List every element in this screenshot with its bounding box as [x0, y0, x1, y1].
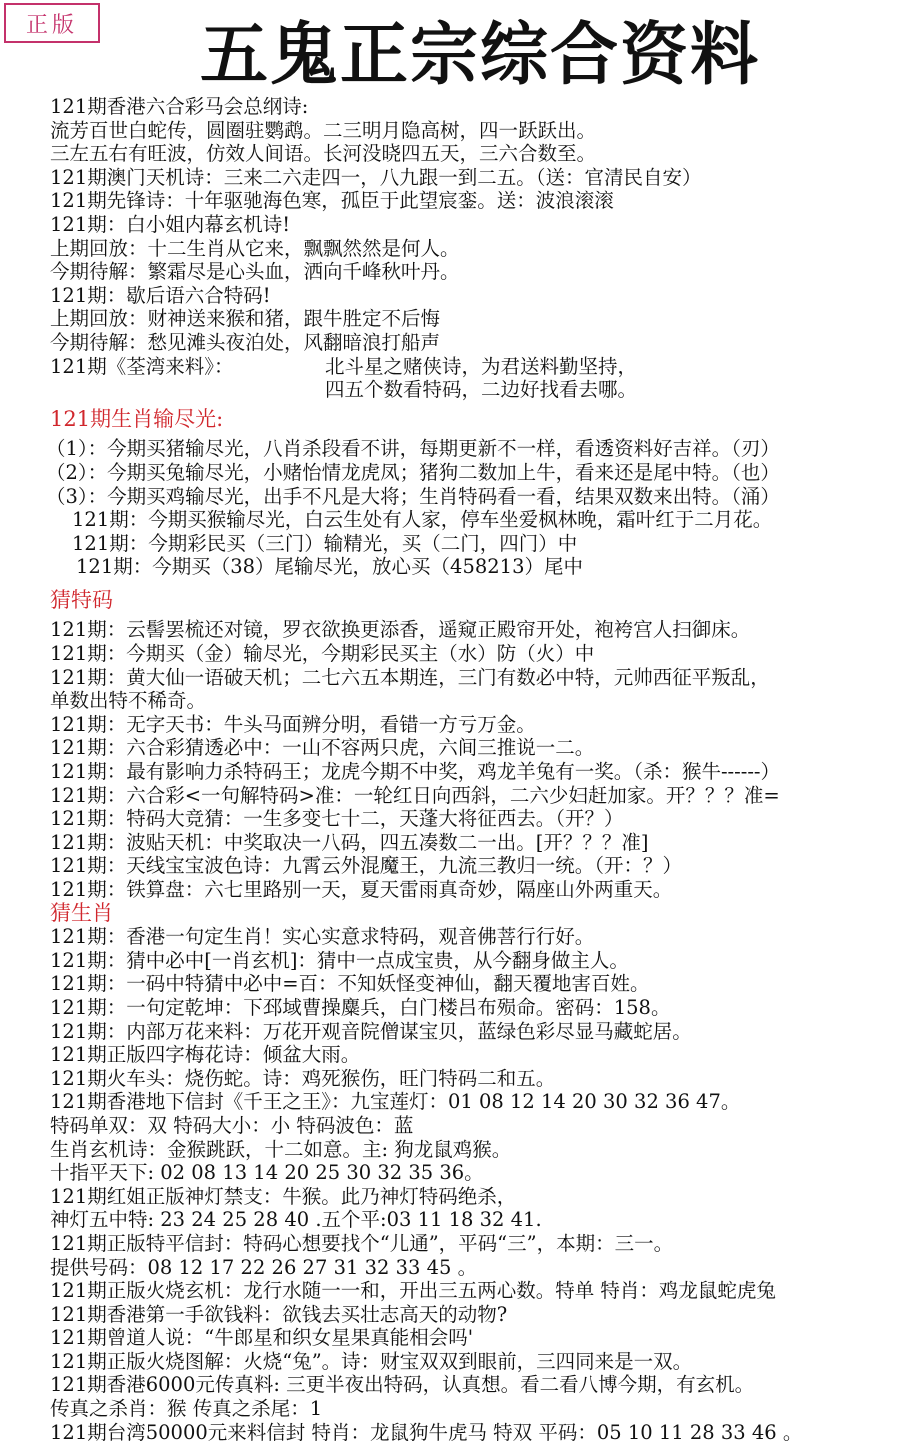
- text-line: 121期：特码大竞猜：一生多变七十二，天蓬大将征西去。（开？）: [50, 807, 624, 831]
- text-line: 121期：天线宝宝波色诗：九霄云外混魔王，九流三教归一统。（开：？）: [50, 854, 682, 878]
- text-line: 单数出特不稀奇。: [50, 689, 207, 713]
- text-line: 121期：黄大仙一语破天机；二七六五本期连，三门有数必中特，元帅西征平叛乱，: [50, 665, 770, 689]
- text-line: 121期：无字天书：牛头马面辨分明，看错一方亏万金。: [50, 712, 536, 736]
- text-line: 上期回放：十二生肖从它来，飘飘然然是何人。: [50, 236, 460, 260]
- text-line: 神灯五中特: 23 24 25 28 40 .五个平:03 11 18 32 41.: [50, 1208, 542, 1232]
- text-line: 121期香港第一手欲钱料：欲钱去买壮志高天的动物?: [50, 1302, 508, 1326]
- zodiac-lose-section: [46, 407, 900, 579]
- genuine-badge: 正版: [4, 3, 100, 43]
- text-line: 121期：今期买（金）输尽光，今期彩民买主（水）防（火）中: [50, 642, 595, 666]
- text-line: 121期香港六合彩马会总纲诗:: [50, 95, 309, 118]
- guess-code-section: [50, 589, 900, 902]
- text-line: 121期：铁算盘：六七里路别一天，夏天雷雨真奇妙，隔座山外两重天。: [50, 878, 673, 901]
- text-line: 121期：六合彩猜透必中：一山不容两只虎，六间三推说一二。: [50, 736, 595, 760]
- text-line: 121期：云髻罢梳还对镜，罗衣欲换更添香，遥窥正殿帘开处，袍袴宫人扫御床。: [50, 618, 751, 642]
- text-line: 121期正版火烧图解：火烧“兔”。诗：财宝双双到眼前，三四同来是一双。: [50, 1349, 693, 1373]
- text-line: 121期澳门天机诗：三来二六走四一，八九跟一到二五。（送：官清民自安）: [50, 165, 702, 189]
- text-line: 特码单双：双 特码大小：小 特码波色：蓝: [50, 1113, 414, 1137]
- text-line: 121期：歇后语六合特码!: [50, 283, 271, 307]
- text-line: 121期火车头：烧伤蛇。诗：鸡死猴伤，旺门特码二和五。: [50, 1066, 556, 1090]
- section-heading: 猜特码: [50, 588, 113, 612]
- text-line: 三左五右有旺波，仿效人间语。长河没晓四五天，三六合数至。: [50, 142, 597, 166]
- quanwan-block: [50, 355, 900, 402]
- text-line: 121期：香港一句定生肖！实心实意求特码，观音佛菩行行好。: [50, 925, 595, 949]
- text-line: 流芳百世白蛇传，圆圈驻鹦鹉。二三明月隐高树，四一跃跃出。: [50, 118, 597, 142]
- text-line: 121期：六合彩<一句解特码>准：一轮红日向西斜，二六少妇赶加家。开？？？准=: [50, 783, 780, 807]
- section-heading: 121期生肖输尽光:: [50, 407, 224, 431]
- text-line: 121期：波贴天机：中奖取决一八码，四五凑数二一出。[开？？？准]: [50, 830, 649, 854]
- text-line: 121期香港6000元传真料: 三更半夜出特码，认真想。看二看八博今期，有玄机。: [50, 1373, 755, 1397]
- section-heading: 猜生肖: [50, 901, 113, 925]
- text-line: 十指平天下: 02 08 13 14 20 25 30 32 35 36。: [50, 1161, 484, 1185]
- text-line: 生肖玄机诗：金猴跳跃，十二如意。主: 狗龙鼠鸡猴。: [50, 1137, 512, 1161]
- text-line: 121期：白小姐内幕玄机诗!: [50, 212, 291, 236]
- text-line: 121期：一句定乾坤：下邳域曹操麋兵，白门楼吕布殒命。密码：158。: [50, 995, 671, 1019]
- quanwan-verse-line: 北斗星之赌侠诗，为君送料勤坚持，: [325, 354, 638, 378]
- text-line: 121期：今期买（38）尾输尽光，放心买（458213）尾中: [76, 555, 583, 579]
- text-line: （3）：今期买鸡输尽光，出手不凡是大将；生肖特码看一看，结果双数来出特。（涌）: [46, 484, 780, 508]
- text-line: 121期香港地下信封《千王之王》：九宝莲灯：01 08 12 14 20 30 32 36 47。: [50, 1090, 741, 1114]
- text-line: 今期待解：愁见滩头夜泊处，风翻暗浪打船声: [50, 330, 441, 354]
- text-line: 121期正版火烧玄机：龙行水随一一和，开出三五两心数。特单 特肖：鸡龙鼠蛇虎兔: [50, 1279, 776, 1303]
- text-line: 121期红姐正版神灯禁支：牛猴。此乃神灯特码绝杀，: [50, 1184, 517, 1208]
- page-title: 五鬼正宗综合资料: [199, 15, 760, 95]
- guess-zodiac-section: [50, 902, 900, 1445]
- text-line: （1）：今期买猪输尽光，八肖杀段看不讲，每期更新不一样，看透资料好吉祥。（刃）: [46, 437, 780, 461]
- text-line: 121期：一码中特猜中必中=百：不知妖怪变神仙，翻天覆地害百姓。: [50, 972, 650, 996]
- text-line: 121期台湾50000元来料信封 特肖：龙鼠狗牛虎马 特双 平码：05 10 11 28 33 46 。: [50, 1420, 803, 1444]
- quanwan-label: 121期《荃湾来料》：: [50, 354, 234, 378]
- text-line: 121期：猜中必中[一肖玄机]：猜中一点成宝贵，从今翻身做主人。: [50, 948, 629, 972]
- text-line: 传真之杀肖：猴 传真之杀尾：1: [50, 1397, 323, 1421]
- text-line: 今期待解：繁霜尽是心头血，洒向千峰秋叶丹。: [50, 260, 460, 284]
- text-line: 上期回放：财神送来猴和猪，跟牛胜定不后悔: [50, 307, 441, 331]
- text-line: 121期曾道人说：“牛郎星和织女星果真能相会吗': [50, 1326, 474, 1350]
- text-line: 121期：内部万花来料：万花开观音院僧谋宝贝，蓝绿色彩尽显马藏蛇居。: [50, 1019, 692, 1043]
- text-line: 121期正版特平信封：特码心想要找个“儿通”，平码“三”，本期：三一。: [50, 1231, 674, 1255]
- text-line: 121期：最有影响力杀特码王；龙虎今期不中奖，鸡龙羊兔有一奖。（杀：猴牛------）: [50, 760, 781, 784]
- top-block: [50, 95, 900, 402]
- text-line: 121期：今期买猴输尽光，白云生处有人家，停车坐爱枫林晚，霜叶红于二月花。: [72, 508, 773, 532]
- text-line: 121期正版四字梅花诗：倾盆大雨。: [50, 1043, 361, 1067]
- text-line: 提供号码：08 12 17 22 26 27 31 32 33 45 。: [50, 1255, 478, 1279]
- text-line: 121期先锋诗：十年驱驰海色寒，孤臣于此望宸銮。送：波浪滚滚: [50, 189, 614, 213]
- text-line: （2）：今期买兔输尽光，小赌怡情龙虎凤；猪狗二数加上牛，看来还是尾中特。（也）: [46, 460, 780, 484]
- document-body: [46, 95, 900, 1444]
- quanwan-verse-line: 四五个数看特码，二边好找看去哪。: [325, 378, 638, 402]
- text-line: 121期：今期彩民买（三门）输精光，买（二门，四门）中: [72, 531, 578, 555]
